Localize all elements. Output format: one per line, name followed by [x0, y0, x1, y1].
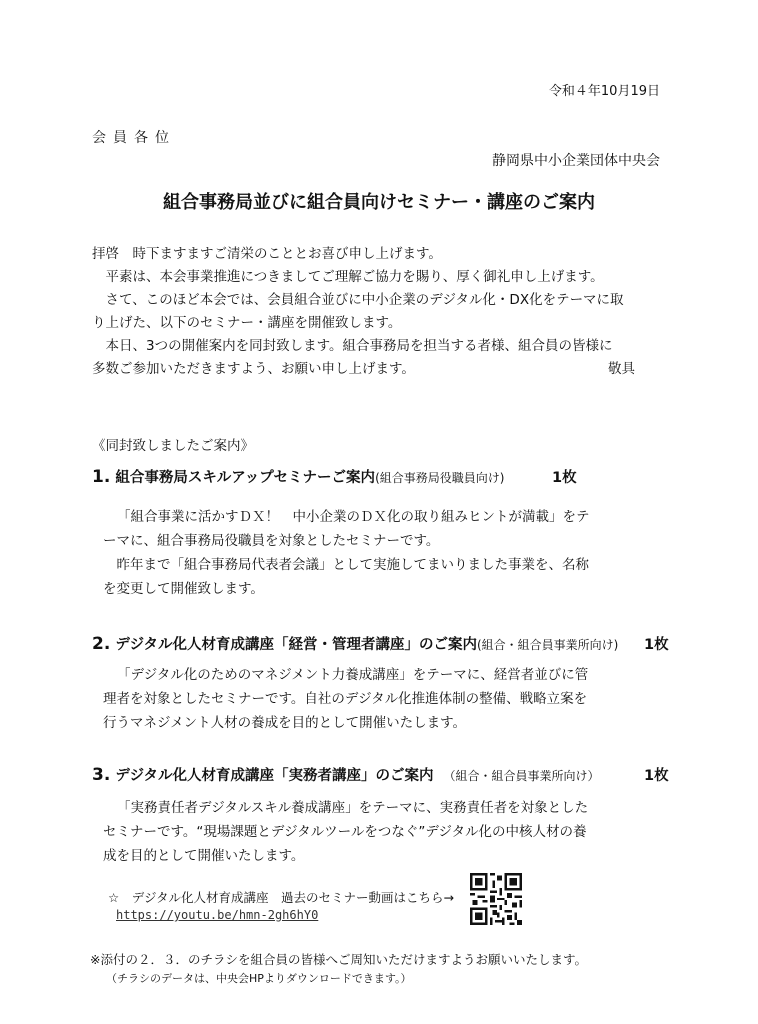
- qr-code-icon[interactable]: [470, 873, 522, 925]
- section-number: 2.: [92, 634, 111, 654]
- section-title-text: デジタル化人材育成講座「実務者講座」のご案内: [115, 768, 434, 784]
- section-number: 3.: [92, 765, 111, 785]
- body-line: 成を目的として開催いたします。: [103, 848, 305, 864]
- closing-word: 敬具: [608, 361, 635, 377]
- enclosed-heading: 《同封致しましたご案内》: [92, 438, 254, 454]
- video-note: ☆ デジタル化人材育成講座 過去のセミナー動画はこちら→: [108, 890, 454, 905]
- intro-paragraph: [92, 243, 635, 381]
- section-2-body: [103, 663, 588, 735]
- body-line: 行うマネジメント人材の養成を目的として開催いたします。: [103, 715, 467, 731]
- section-count: 1枚: [552, 470, 577, 486]
- body-line: 理者を対象としたセミナーです。自社のデジタル化推進体制の整備、戦略立案を: [103, 691, 588, 707]
- body-line: セミナーです。“現場課題とデジタルツールをつなぐ”デジタル化の中核人材の養: [103, 824, 587, 840]
- document-date: 令和４年10月19日: [548, 84, 660, 99]
- intro-line: さて、このほど本会では、会員組合並びに中小企業のデジタル化・DX化をテーマに取: [92, 292, 624, 308]
- intro-line: り上げた、以下のセミナー・講座を開催致します。: [92, 315, 402, 331]
- section-audience: (組合・組合員事業所向け): [477, 638, 619, 652]
- document-title: 組合事務局並びに組合員向けセミナー・講座のご案内: [163, 192, 595, 213]
- sender: 静岡県中小企業団体中央会: [492, 153, 660, 169]
- body-line: 昨年まで「組合事務局代表者会議」として実施してまいりました事業を、名称: [103, 557, 589, 573]
- body-line: 「実務責任者デジタルスキル養成講座」をテーマに、実務責任者を対象とした: [117, 800, 589, 816]
- section-3-title: [92, 764, 669, 785]
- intro-line: 平素は、本会事業推進につきましてご理解ご協力を賜り、厚く御礼申し上げます。: [92, 269, 604, 285]
- section-count: 1枚: [644, 637, 669, 653]
- body-line: を変更して開催致します。: [103, 581, 264, 597]
- intro-line-text: 多数ご参加いただきますよう、お願い申し上げます。: [92, 361, 415, 377]
- video-url-link[interactable]: https://youtu.be/hmn-2gh6hY0: [116, 908, 319, 922]
- body-line: ーマに、組合事務局役職員を対象としたセミナーです。: [103, 533, 440, 549]
- body-line: 「デジタル化のためのマネジメント力養成講座」をテーマに、経営者並びに管: [117, 667, 589, 683]
- intro-line: [92, 358, 635, 381]
- section-count: 1枚: [644, 768, 669, 784]
- section-1-body: [103, 505, 590, 601]
- section-audience: （組合・組合員事業所向け）: [443, 769, 600, 783]
- intro-line: 本日、3つの開催案内を同封致します。組合事務局を担当する者様、組合員の皆様に: [92, 338, 613, 354]
- section-1-title: [92, 466, 577, 487]
- section-2-title: [92, 633, 669, 654]
- addressee: 会員各位: [92, 130, 176, 146]
- intro-line: 拝啓 時下ますますご清栄のこととお喜び申し上げます。: [92, 246, 442, 262]
- section-3-body: [103, 796, 588, 868]
- note-line: ※添付の２．３．のチラシを組合員の皆様へご周知いただけますようお願いいたします。: [90, 952, 587, 967]
- section-audience: (組合事務局役職員向け): [375, 471, 505, 485]
- section-title-text: 組合事務局スキルアップセミナーご案内: [115, 470, 376, 486]
- body-line: 「組合事業に活かすＤＸ！ 中小企業のＤＸ化の取り組みヒントが満載」をテ: [117, 509, 590, 525]
- note-line: （チラシのデータは、中央会HPよりダウンロードできます。）: [106, 972, 412, 985]
- section-title-text: デジタル化人材育成講座「経営・管理者講座」のご案内: [115, 637, 477, 653]
- section-number: 1.: [92, 467, 111, 487]
